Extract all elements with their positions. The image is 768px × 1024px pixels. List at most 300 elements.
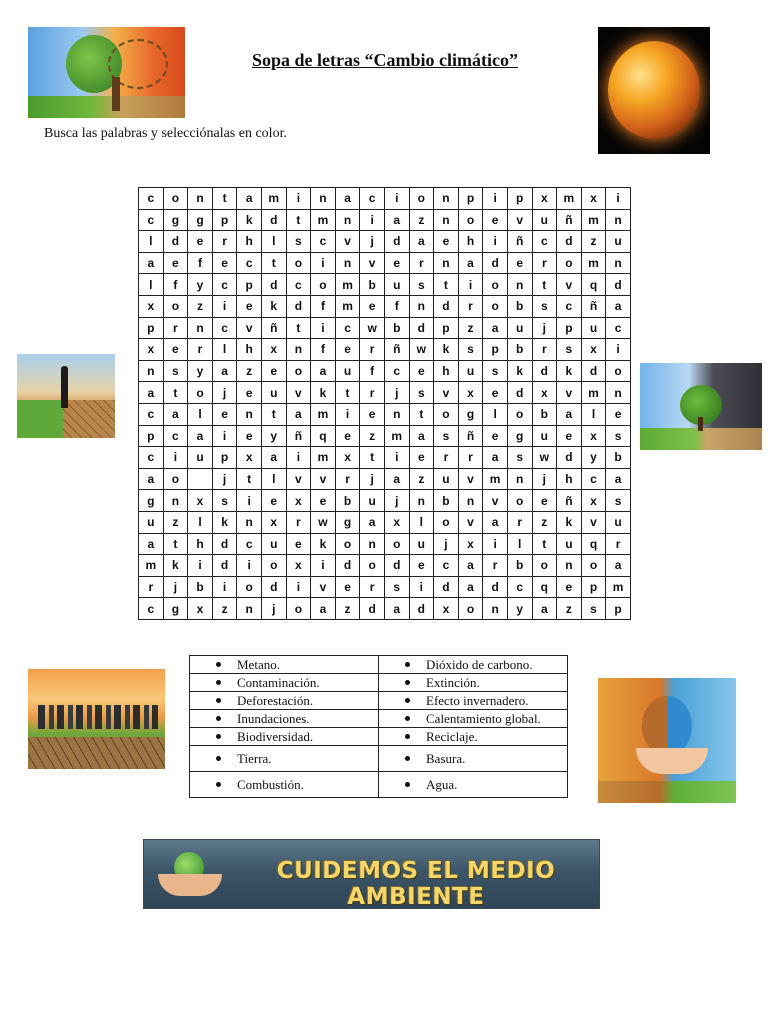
grid-cell[interactable]: o [606,360,631,382]
grid-cell[interactable]: n [409,295,434,317]
grid-cell[interactable]: u [139,511,164,533]
grid-cell[interactable]: l [507,533,532,555]
grid-cell[interactable]: s [606,425,631,447]
grid-cell[interactable]: c [139,209,164,231]
grid-cell[interactable]: e [188,231,213,253]
grid-cell[interactable]: n [434,252,459,274]
grid-cell[interactable]: b [606,447,631,469]
grid-cell[interactable]: x [458,533,483,555]
grid-cell[interactable]: y [188,360,213,382]
grid-cell[interactable]: d [335,555,360,577]
grid-cell[interactable]: ñ [507,231,532,253]
grid-cell[interactable]: o [458,598,483,620]
grid-cell[interactable]: a [458,252,483,274]
grid-cell[interactable]: c [237,252,262,274]
grid-cell[interactable]: l [261,468,286,490]
grid-cell[interactable]: p [557,317,582,339]
grid-cell[interactable]: x [384,511,409,533]
grid-cell[interactable]: m [335,295,360,317]
grid-cell[interactable]: u [532,209,557,231]
grid-cell[interactable]: a [261,447,286,469]
grid-cell[interactable]: n [434,188,459,210]
grid-cell[interactable]: p [606,598,631,620]
grid-cell[interactable]: o [458,209,483,231]
grid-cell[interactable]: k [163,555,188,577]
grid-cell[interactable]: a [311,598,336,620]
grid-cell[interactable]: m [581,209,606,231]
grid-cell[interactable]: u [261,533,286,555]
grid-cell[interactable]: y [261,425,286,447]
grid-cell[interactable]: i [483,533,508,555]
grid-cell[interactable]: o [581,555,606,577]
grid-cell[interactable]: s [606,490,631,512]
grid-cell[interactable]: e [237,295,262,317]
grid-cell[interactable]: i [360,209,385,231]
grid-cell[interactable]: d [384,555,409,577]
grid-cell[interactable]: r [286,511,311,533]
grid-cell[interactable]: c [384,360,409,382]
grid-cell[interactable]: l [483,403,508,425]
grid-cell[interactable]: r [532,252,557,274]
grid-cell[interactable]: ñ [458,425,483,447]
grid-cell[interactable]: e [360,295,385,317]
grid-cell[interactable]: d [483,576,508,598]
grid-cell[interactable]: i [311,317,336,339]
grid-cell[interactable]: m [139,555,164,577]
grid-cell[interactable]: n [434,209,459,231]
grid-cell[interactable]: c [139,403,164,425]
grid-cell[interactable]: z [212,598,237,620]
grid-cell[interactable]: u [261,382,286,404]
grid-cell[interactable]: r [188,339,213,361]
grid-cell[interactable]: a [139,468,164,490]
grid-cell[interactable]: y [581,447,606,469]
grid-cell[interactable]: s [409,382,434,404]
grid-cell[interactable]: b [507,339,532,361]
grid-cell[interactable]: o [311,274,336,296]
grid-cell[interactable]: a [458,576,483,598]
grid-cell[interactable]: n [335,252,360,274]
grid-cell[interactable] [188,468,213,490]
grid-cell[interactable]: t [286,209,311,231]
grid-cell[interactable]: j [384,490,409,512]
grid-cell[interactable]: i [212,295,237,317]
grid-cell[interactable]: i [606,339,631,361]
grid-cell[interactable]: o [507,490,532,512]
grid-cell[interactable]: x [261,339,286,361]
grid-cell[interactable]: z [188,295,213,317]
grid-cell[interactable]: e [163,339,188,361]
grid-cell[interactable]: e [409,555,434,577]
grid-cell[interactable]: e [483,382,508,404]
grid-cell[interactable]: m [384,425,409,447]
grid-cell[interactable]: f [311,295,336,317]
grid-cell[interactable]: e [261,360,286,382]
grid-cell[interactable]: u [409,533,434,555]
grid-cell[interactable]: a [311,360,336,382]
grid-cell[interactable]: b [188,576,213,598]
grid-cell[interactable]: w [311,511,336,533]
grid-cell[interactable]: l [212,339,237,361]
grid-cell[interactable]: g [335,511,360,533]
grid-cell[interactable]: e [483,209,508,231]
grid-cell[interactable]: i [286,188,311,210]
grid-cell[interactable]: a [483,447,508,469]
grid-cell[interactable]: u [581,317,606,339]
grid-cell[interactable]: n [507,468,532,490]
grid-cell[interactable]: a [409,231,434,253]
grid-cell[interactable]: m [311,209,336,231]
grid-cell[interactable]: e [335,576,360,598]
grid-cell[interactable]: n [335,209,360,231]
grid-cell[interactable]: c [237,533,262,555]
grid-cell[interactable]: i [212,425,237,447]
grid-cell[interactable]: c [606,317,631,339]
grid-cell[interactable]: c [360,188,385,210]
grid-cell[interactable]: e [483,425,508,447]
grid-cell[interactable]: j [384,382,409,404]
grid-cell[interactable]: k [434,339,459,361]
grid-cell[interactable]: s [286,231,311,253]
grid-cell[interactable]: l [581,403,606,425]
grid-cell[interactable]: t [360,447,385,469]
grid-cell[interactable]: b [384,317,409,339]
grid-cell[interactable]: u [384,274,409,296]
grid-cell[interactable]: a [384,468,409,490]
grid-cell[interactable]: g [188,209,213,231]
grid-cell[interactable]: h [237,231,262,253]
grid-cell[interactable]: r [212,231,237,253]
grid-cell[interactable]: e [606,403,631,425]
grid-cell[interactable]: a [532,598,557,620]
grid-cell[interactable]: n [606,209,631,231]
grid-cell[interactable]: c [139,598,164,620]
grid-cell[interactable]: i [384,447,409,469]
grid-cell[interactable]: j [532,468,557,490]
grid-cell[interactable]: d [261,274,286,296]
grid-cell[interactable]: o [483,274,508,296]
grid-cell[interactable]: z [581,231,606,253]
grid-cell[interactable]: p [212,209,237,231]
grid-cell[interactable]: d [212,533,237,555]
grid-cell[interactable]: a [139,533,164,555]
grid-cell[interactable]: c [335,317,360,339]
grid-cell[interactable]: k [557,511,582,533]
grid-cell[interactable]: u [188,447,213,469]
grid-cell[interactable]: k [261,295,286,317]
grid-cell[interactable]: o [286,252,311,274]
grid-cell[interactable]: n [483,598,508,620]
grid-cell[interactable]: d [434,576,459,598]
grid-cell[interactable]: c [557,295,582,317]
grid-cell[interactable]: a [237,188,262,210]
grid-cell[interactable]: t [261,403,286,425]
grid-cell[interactable]: i [163,447,188,469]
grid-cell[interactable]: h [458,231,483,253]
grid-cell[interactable]: x [581,425,606,447]
grid-cell[interactable]: d [360,598,385,620]
grid-cell[interactable]: d [507,382,532,404]
grid-cell[interactable]: c [139,188,164,210]
grid-cell[interactable]: r [458,447,483,469]
grid-cell[interactable]: m [581,382,606,404]
grid-cell[interactable]: k [507,360,532,382]
grid-cell[interactable]: r [360,576,385,598]
grid-cell[interactable]: v [483,490,508,512]
grid-cell[interactable]: j [532,317,557,339]
grid-cell[interactable]: j [360,231,385,253]
grid-cell[interactable]: p [212,447,237,469]
grid-cell[interactable]: v [311,576,336,598]
grid-cell[interactable]: a [483,317,508,339]
grid-cell[interactable]: o [557,252,582,274]
grid-cell[interactable]: o [163,188,188,210]
grid-cell[interactable]: n [409,490,434,512]
grid-cell[interactable]: d [261,576,286,598]
grid-cell[interactable]: t [335,382,360,404]
grid-cell[interactable]: x [188,490,213,512]
grid-cell[interactable]: f [311,339,336,361]
grid-cell[interactable]: o [384,533,409,555]
grid-cell[interactable]: i [335,403,360,425]
grid-cell[interactable]: n [458,490,483,512]
grid-cell[interactable]: ñ [557,209,582,231]
grid-cell[interactable]: o [434,403,459,425]
grid-cell[interactable]: f [188,252,213,274]
grid-cell[interactable]: l [188,403,213,425]
grid-cell[interactable]: p [237,274,262,296]
grid-cell[interactable]: d [384,231,409,253]
grid-cell[interactable]: p [581,576,606,598]
grid-cell[interactable]: f [384,295,409,317]
grid-cell[interactable]: s [212,490,237,512]
grid-cell[interactable]: q [581,533,606,555]
grid-cell[interactable]: z [532,511,557,533]
grid-cell[interactable]: t [212,188,237,210]
grid-cell[interactable]: m [335,274,360,296]
grid-cell[interactable]: y [507,598,532,620]
grid-cell[interactable]: e [335,339,360,361]
grid-cell[interactable]: e [311,490,336,512]
grid-cell[interactable]: z [237,360,262,382]
grid-cell[interactable]: k [557,360,582,382]
grid-cell[interactable]: n [163,490,188,512]
grid-cell[interactable]: x [532,188,557,210]
grid-cell[interactable]: k [311,382,336,404]
grid-cell[interactable]: v [557,274,582,296]
grid-cell[interactable]: k [311,533,336,555]
grid-cell[interactable]: t [237,468,262,490]
grid-cell[interactable]: i [237,555,262,577]
grid-cell[interactable]: e [261,490,286,512]
grid-cell[interactable]: p [139,317,164,339]
grid-cell[interactable]: p [434,317,459,339]
grid-cell[interactable]: d [434,295,459,317]
grid-cell[interactable]: d [483,252,508,274]
grid-cell[interactable]: x [139,339,164,361]
grid-cell[interactable]: u [360,490,385,512]
grid-cell[interactable]: v [458,511,483,533]
grid-cell[interactable]: x [139,295,164,317]
grid-cell[interactable]: x [581,188,606,210]
grid-cell[interactable]: z [557,598,582,620]
grid-cell[interactable]: t [434,274,459,296]
grid-cell[interactable]: q [311,425,336,447]
grid-cell[interactable]: e [409,360,434,382]
grid-cell[interactable]: o [286,598,311,620]
grid-cell[interactable]: w [532,447,557,469]
grid-cell[interactable]: t [261,252,286,274]
grid-cell[interactable]: n [384,403,409,425]
grid-cell[interactable]: x [286,490,311,512]
grid-cell[interactable]: a [360,511,385,533]
grid-cell[interactable]: c [212,274,237,296]
grid-cell[interactable]: r [434,447,459,469]
grid-cell[interactable]: i [286,447,311,469]
grid-cell[interactable]: c [286,274,311,296]
grid-cell[interactable]: n [311,188,336,210]
grid-cell[interactable]: z [360,425,385,447]
grid-cell[interactable]: o [261,555,286,577]
grid-cell[interactable]: n [507,274,532,296]
grid-cell[interactable]: r [360,382,385,404]
grid-cell[interactable]: v [286,382,311,404]
grid-cell[interactable]: k [212,511,237,533]
grid-cell[interactable]: t [286,317,311,339]
grid-cell[interactable]: a [188,425,213,447]
grid-cell[interactable]: v [458,468,483,490]
grid-cell[interactable]: ñ [557,490,582,512]
grid-cell[interactable]: o [188,382,213,404]
grid-cell[interactable]: a [335,188,360,210]
grid-cell[interactable]: o [237,576,262,598]
grid-cell[interactable]: r [409,252,434,274]
grid-cell[interactable]: n [237,598,262,620]
grid-cell[interactable]: n [188,317,213,339]
grid-cell[interactable]: ñ [261,317,286,339]
grid-cell[interactable]: b [360,274,385,296]
grid-cell[interactable]: c [434,555,459,577]
grid-cell[interactable]: d [212,555,237,577]
grid-cell[interactable]: j [212,468,237,490]
grid-cell[interactable]: z [458,317,483,339]
grid-cell[interactable]: r [139,576,164,598]
grid-cell[interactable]: z [335,598,360,620]
grid-cell[interactable]: d [557,447,582,469]
grid-cell[interactable]: h [237,339,262,361]
grid-cell[interactable]: s [434,425,459,447]
grid-cell[interactable]: x [434,598,459,620]
grid-cell[interactable]: s [163,360,188,382]
grid-cell[interactable]: o [434,511,459,533]
grid-cell[interactable]: b [335,490,360,512]
grid-cell[interactable]: v [237,317,262,339]
grid-cell[interactable]: u [606,511,631,533]
grid-cell[interactable]: p [483,339,508,361]
grid-cell[interactable]: r [458,295,483,317]
grid-cell[interactable]: ñ [286,425,311,447]
grid-cell[interactable]: u [532,425,557,447]
grid-cell[interactable]: m [261,188,286,210]
grid-cell[interactable]: a [606,555,631,577]
grid-cell[interactable]: o [483,295,508,317]
grid-cell[interactable]: j [261,598,286,620]
grid-cell[interactable]: b [507,295,532,317]
grid-cell[interactable]: w [409,339,434,361]
grid-cell[interactable]: p [458,188,483,210]
grid-cell[interactable]: x [335,447,360,469]
grid-cell[interactable]: a [384,598,409,620]
grid-cell[interactable]: z [409,468,434,490]
grid-cell[interactable]: n [237,403,262,425]
grid-cell[interactable]: e [237,382,262,404]
grid-cell[interactable]: g [163,209,188,231]
grid-cell[interactable]: i [237,490,262,512]
grid-cell[interactable]: g [458,403,483,425]
grid-cell[interactable]: c [311,231,336,253]
grid-cell[interactable]: t [409,403,434,425]
grid-cell[interactable]: j [163,576,188,598]
grid-cell[interactable]: n [139,360,164,382]
grid-cell[interactable]: r [483,555,508,577]
grid-cell[interactable]: o [163,468,188,490]
grid-cell[interactable]: c [532,231,557,253]
grid-cell[interactable]: e [237,425,262,447]
grid-cell[interactable]: l [139,231,164,253]
grid-cell[interactable]: n [286,339,311,361]
grid-cell[interactable]: a [606,468,631,490]
grid-cell[interactable]: e [212,403,237,425]
grid-cell[interactable]: n [606,252,631,274]
grid-cell[interactable]: i [212,576,237,598]
grid-cell[interactable]: o [163,295,188,317]
grid-cell[interactable]: a [384,209,409,231]
grid-cell[interactable]: v [360,252,385,274]
grid-cell[interactable]: f [163,274,188,296]
grid-cell[interactable]: r [507,511,532,533]
grid-cell[interactable]: t [163,533,188,555]
grid-cell[interactable]: p [507,188,532,210]
grid-cell[interactable]: i [311,555,336,577]
grid-cell[interactable]: v [434,382,459,404]
grid-cell[interactable]: u [434,468,459,490]
grid-cell[interactable]: n [606,382,631,404]
grid-cell[interactable]: a [409,425,434,447]
grid-cell[interactable]: m [557,188,582,210]
grid-cell[interactable]: a [483,511,508,533]
grid-cell[interactable]: n [557,555,582,577]
grid-cell[interactable]: z [163,511,188,533]
grid-cell[interactable]: h [434,360,459,382]
grid-cell[interactable]: x [581,490,606,512]
grid-cell[interactable]: s [507,447,532,469]
grid-cell[interactable]: a [606,295,631,317]
grid-cell[interactable]: i [311,252,336,274]
grid-cell[interactable]: g [507,425,532,447]
grid-cell[interactable]: q [532,576,557,598]
grid-cell[interactable]: x [261,511,286,533]
grid-cell[interactable]: e [532,490,557,512]
grid-cell[interactable]: l [261,231,286,253]
grid-cell[interactable]: d [557,231,582,253]
grid-cell[interactable]: x [581,339,606,361]
grid-cell[interactable]: a [212,360,237,382]
grid-cell[interactable]: x [286,555,311,577]
grid-cell[interactable]: i [188,555,213,577]
grid-cell[interactable]: ñ [384,339,409,361]
grid-cell[interactable]: m [311,403,336,425]
grid-cell[interactable]: v [581,511,606,533]
